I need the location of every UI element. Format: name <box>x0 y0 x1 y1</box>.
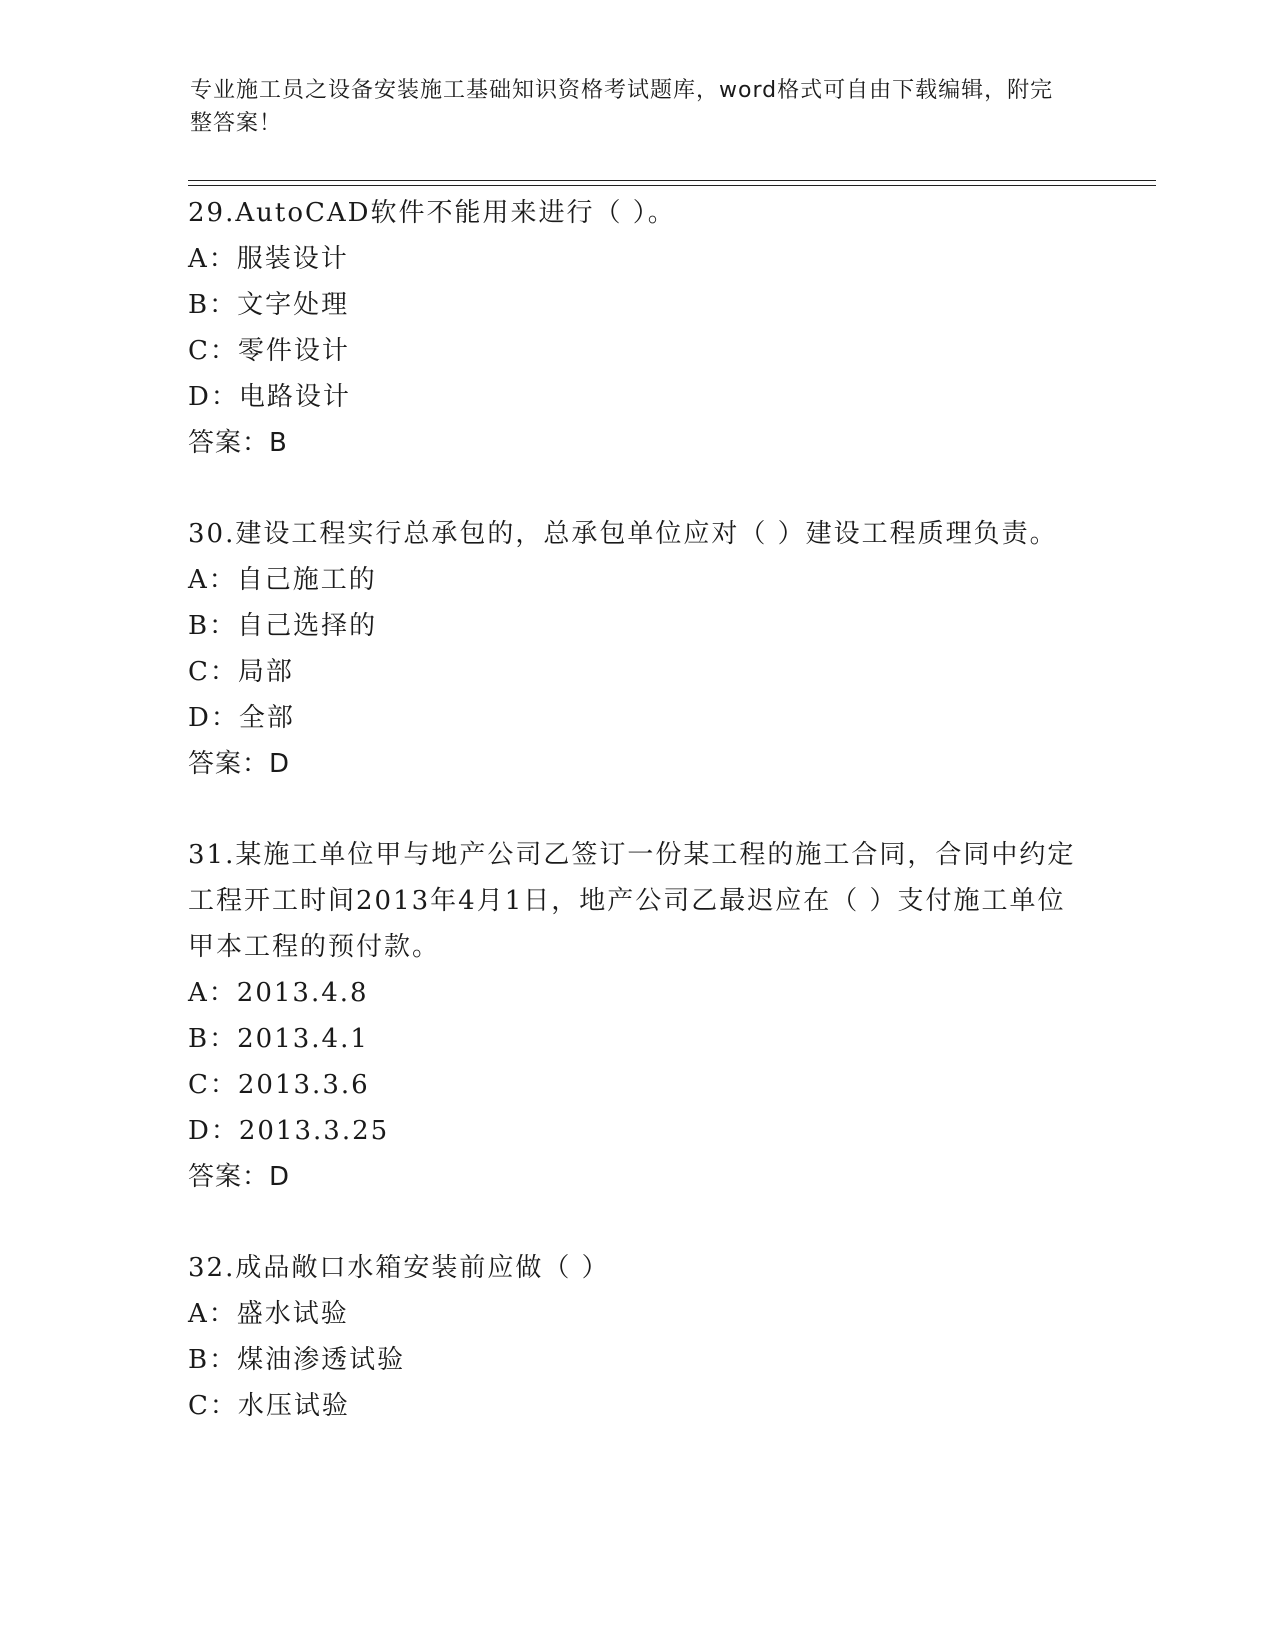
question-29 <box>188 190 1088 466</box>
option-a: A：盛水试验 <box>188 1299 349 1329</box>
option-d: D：2013.3.25 <box>188 1116 390 1146</box>
question-32 <box>188 1245 1088 1429</box>
question-stem: 29.AutoCAD软件不能用来进行（ ）。 <box>188 198 676 228</box>
option-a: A：2013.4.8 <box>188 978 369 1008</box>
header-divider <box>188 180 1156 186</box>
option-b: B：2013.4.1 <box>188 1024 369 1054</box>
option-b: B：煤油渗透试验 <box>188 1345 406 1375</box>
question-list <box>188 190 1088 1474</box>
option-d: D：电路设计 <box>188 382 351 412</box>
answer-line: 答案：D <box>188 1162 291 1192</box>
option-c: C：零件设计 <box>188 336 350 366</box>
answer-line: 答案：B <box>188 428 288 458</box>
option-b: B：自己选择的 <box>188 611 378 641</box>
option-c: C：局部 <box>188 657 294 687</box>
option-a: A：服装设计 <box>188 244 349 274</box>
question-30 <box>188 511 1088 787</box>
question-stem: 31.某施工单位甲与地产公司乙签订一份某工程的施工合同，合同中约定工程开工时间2013年4月1日，地产公司乙最迟应在（ ）支付施工单位甲本工程的预付款。 <box>188 840 1076 962</box>
question-stem: 32.成品敞口水箱安装前应做（ ） <box>188 1253 610 1283</box>
page-header: 专业施工员之设备安装施工基础知识资格考试题库，word格式可自由下载编辑，附完整答案！ <box>190 78 1054 136</box>
answer-line: 答案：D <box>188 749 291 779</box>
option-c: C：水压试验 <box>188 1391 350 1421</box>
option-c: C：2013.3.6 <box>188 1070 370 1100</box>
option-b: B：文字处理 <box>188 290 350 320</box>
option-a: A：自己施工的 <box>188 565 377 595</box>
option-d: D：全部 <box>188 703 295 733</box>
question-31 <box>188 832 1088 1200</box>
question-stem: 30.建设工程实行总承包的，总承包单位应对（ ）建设工程质理负责。 <box>188 519 1058 549</box>
